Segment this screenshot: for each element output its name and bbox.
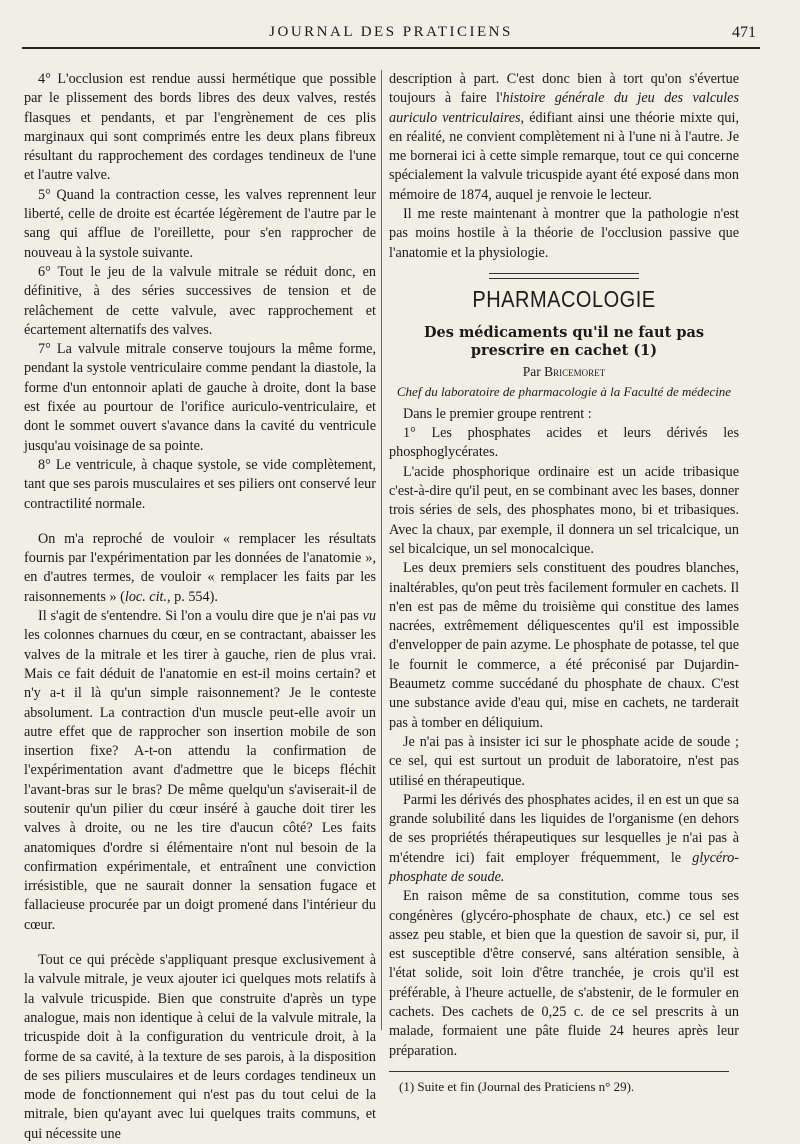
paragraph-conclusion: Il me reste maintenant à montrer que la pathologie n'est pas moins hostile à la théorie de l'occlusion passive que l'anatomie et la physiologie. (389, 206, 739, 261)
header-rule (22, 47, 760, 49)
paragraph-point-8: 8° Le ventricule, à chaque systole, se vide complètement, tant que ses parois musculaires et ses piliers ont conservé leur contractilité normale. (24, 456, 376, 512)
footnote: (1) Suite et fin (Journal des Praticiens n° 29). (399, 1078, 635, 1094)
paragraph-point-6: 6° Tout le jeu de la valvule mitrale se réduit donc, en définitive, à des séries successives de tension et de relâchement de cette valvule, avec rapprochement et écartement alternatifs des valves. (24, 263, 376, 338)
paragraph-tricuspid: Tout ce qui précède s'appliquant presque exclusivement à la valvule mitrale, je veux ajouter ici quelques mots relatifs à la valvule tricuspide. Bien que construite d'après un type analogue, mais non identique à celui de la valvule mitrale, la tricuspide doit à la configuration du ventricule droit, à la forme de sa cavité, à la texture de ses parois, à la disposition de ses piliers musculaires et de leurs cordages tendineux un mode de fonctionnement qui n'est pas du tout celui de la mitrale, bien qu'ayant avec lui quelques traits communs, et qui nécessite une (24, 952, 376, 1142)
text-span: , p. 554). (167, 588, 218, 605)
emphasis: glycéro-phosphate de soude. (389, 849, 739, 885)
column-divider (381, 70, 382, 1030)
paragraph-salts: Les deux premiers sels constituent des poudres blanches, inaltérables, qu'on peut très facilement formuler en cachets. Il n'en est pas de même du troisième qui constitue des lames nacrées, extrêmement déliquescentes qu'il est impossible d'envelopper de pain azyme. Le phosphate de potasse, tel que le fournit le commerce, a été préconisé par Dujardin-Beaumetz comme succédané du phosphate de chaux. C'est une substance avide d'eau qui, mise en cachets, ne tarderait pas à tomber en déliquium. (389, 560, 740, 731)
paragraph-reproach (24, 530, 376, 607)
text-span: description à part. C'est donc bien à tort qu'on s'évertue toujours à faire l' (389, 71, 739, 107)
article-title: Des médicaments qu'il ne faut pas prescrire en cachet (1) (423, 324, 705, 360)
spacer (24, 935, 376, 951)
paragraph-glycerophosphate (389, 791, 739, 887)
affiliation: Chef du laboratoire de pharmacologie à la Faculté de médecine (396, 383, 732, 399)
right-column (389, 70, 739, 1096)
paragraph-point-7: 7° La valvule mitrale conserve toujours la même forme, pendant la systole ventriculaire comme pendant la diastole, la forme d'un entonnoir aplati de gauche à droite, dont la base est fixée au pourtour de l'orifice auriculo-ventriculaire, et dont le sommet ouvert s'avance dans la cavité du ventricule jusqu'au voisinage de sa pointe. (24, 341, 376, 454)
paragraph-continuation (389, 70, 739, 205)
text-span: Il s'agit de s'entendre. Si l'on a voulu dire que je n'ai pas (38, 608, 363, 625)
byline-prefix: Par (522, 364, 545, 380)
page-number: 471 (732, 24, 756, 41)
emphasis: histoire générale du jeu des valcules auriculo ventriculaires (389, 90, 739, 126)
section-rule (489, 273, 639, 279)
paragraph-soda-phosphate: Je n'ai pas à insister ici sur le phosphate acide de soude ; ce sel, qui est surtout un produit de laboratoire, n'est pas utilisé en thérapeutique. (389, 733, 739, 789)
text-span: On m'a reproché de vouloir « remplacer les résultats fournis par l'expérimentation par les données de l'anatomie », en d'autres termes, de vouloir « remplacer les faits par les raisonnements » ( (24, 530, 376, 605)
section-title: PHARMACOLOGIE (472, 287, 656, 313)
byline (389, 362, 739, 381)
journal-title: JOURNAL DES PRATICIENS (269, 24, 513, 40)
paragraph-intro: Dans le premier groupe rentrent : (403, 405, 592, 422)
footnote-rule (389, 1071, 729, 1072)
paragraph-argument (24, 607, 376, 935)
citation: loc. cit. (124, 588, 168, 605)
emphasis: vu (362, 608, 376, 625)
spacer (24, 514, 376, 530)
text-span: , édifiant ainsi une théorie mixte qui, en réalité, ne convient complètement ni à l'une ni à l'autre. Je me bornerai ici à cette simple remarque, tout ce qui concerne spécialement la valvule tricuspide ayant été exposé dans mon mémoire de 1874, auquel je renvoie le lecteur. (389, 109, 739, 203)
paragraph-point-5: 5° Quand la contraction cesse, les valves reprennent leur liberté, celle de droite est écartée légèrement de l'autre par le sang qui afflue de l'oreillette, pour s'en rapprocher de nouveau à la systole suivante. (24, 186, 376, 261)
left-column (24, 70, 376, 1144)
text-span: Parmi les dérivés des phosphates acides, il en est un que sa grande solubilité dans les liquides de l'organisme (en dehors de ses propriétés thérapeutiques sur lesquelles je n'ai pas à m'étendre ici) fait employer fréquemment, le (389, 791, 739, 866)
paragraph-stability: En raison même de sa constitution, comme tous ses congénères (glycéro-phosphate de chaux, etc.) ce sel est assez peu stable, et bien que la question de savoir si, pur, il est susceptible d'être conservé, sans altération sensible, à l'état solide, soit loin d'être tranchée, je crois qu'il est préférable, à l'heure actuelle, de s'abstenir, de le formuler en cachets. Des cachets de 0,25 c. de ce sel prescrits à un malade, formaient une pâte fluide 24 heures après leur préparation. (389, 888, 739, 1059)
paragraph-point-4: 4° L'occlusion est rendue aussi hermétique que possible par le plissement des bords libres des deux valves, restés flasques et pendants, et par l'engrènement de ces plis marginaux qui sont comprimés entre les deux plans fibreux résultant du rapprochement des cordages tendineux de l'une et l'autre valve. (24, 71, 376, 184)
paragraph-phosphoric-acid: L'acide phosphorique ordinaire est un acide tribasique c'est-à-dire qu'il peut, en se combinant avec les bases, donner trois séries de sels, des phosphates mono, bi et tribasiques. Avec la chaux, par exemple, il donnera un sel tricalcique, un sel bicalcique, un sel monocalcique. (389, 463, 739, 557)
author-name: Bricemoret (544, 364, 606, 380)
running-header (22, 22, 760, 48)
text-span: les colonnes charnues du cœur, en se contractant, abaisser les valves de la mitrale et les tirer à gauche, rien de plus vrai. Mais ce fait déduit de l'anatomie en est-il moins certain? et n'y a-t il là qu'un simple raisonnement? Je le conteste absolument. La contraction d'un muscle peut-elle avoir un autre effet que de rapprocher son insertion mobile de son insertion fixe? A-t-on attendu la confirmation de l'expérimentation avant d'admettre que le biceps fléchit l'avant-bras sur le bras? De même quelqu'un s'aviserait-il de soutenir qu'un pilier du cœur inséré à gauche doit tirer les valves à droite, ou ne les tire d'aucun côté? Les faits anatomiques d'ordre si élémentaire n'ont nul besoin de la confirmation expérimentale, et entraînent une conviction irrésistible, que ne saurait donner la sensation fugace et fallacieuse procurée par un doigt promené dans l'intérieur du cœur. (24, 627, 376, 933)
paragraph-item-1: 1° Les phosphates acides et leurs dérivés les phosphoglycérates. (389, 425, 739, 461)
